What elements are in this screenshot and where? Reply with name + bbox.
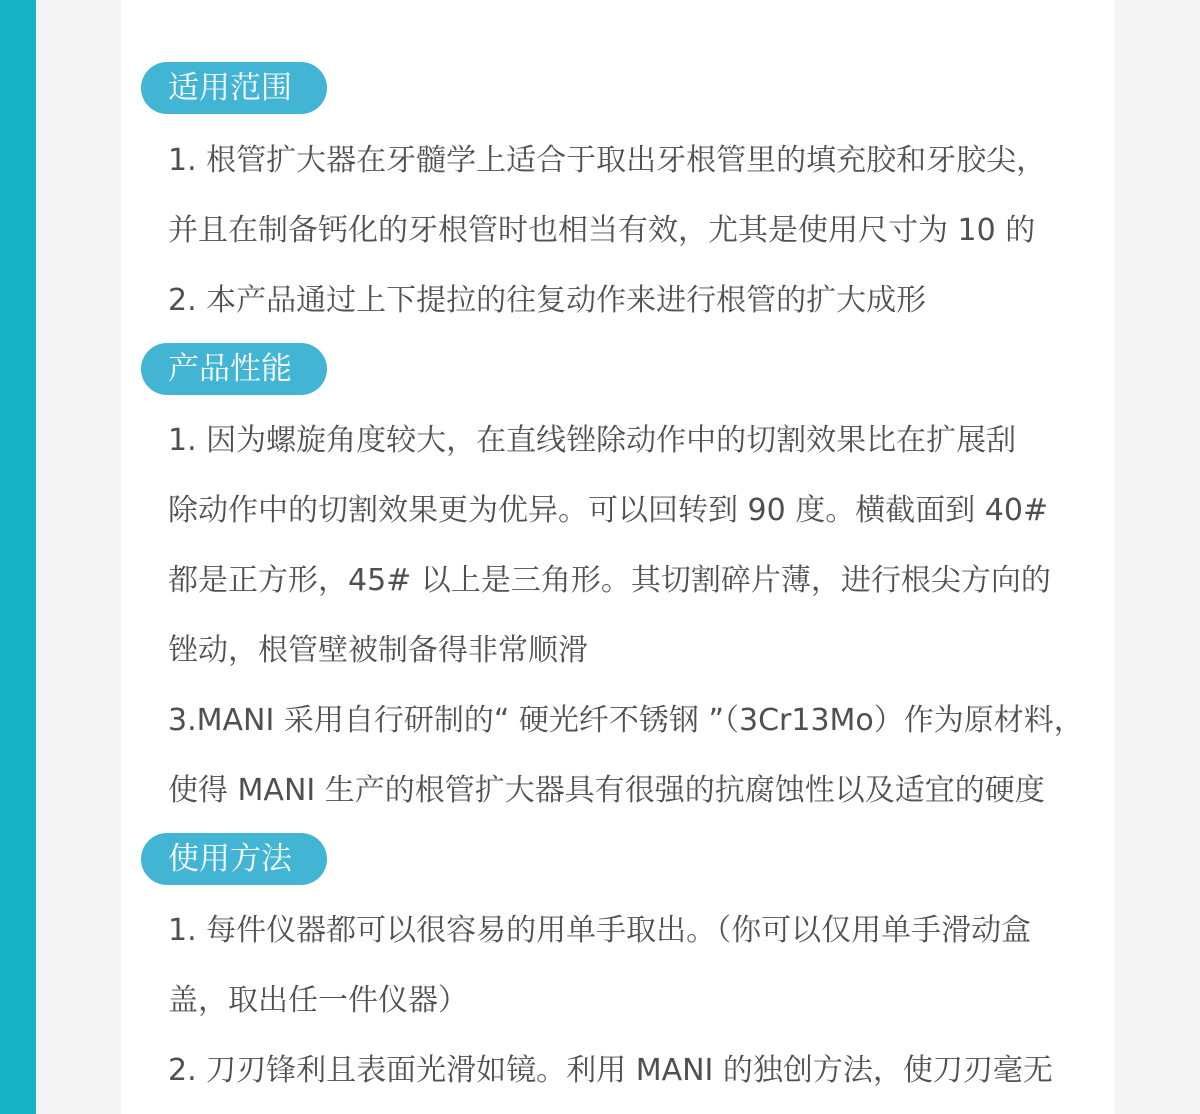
usage-line-2: 盖，取出任一件仪器） <box>168 983 468 1018</box>
scope-line-2: 并且在制备钙化的牙根管时也相当有效，尤其是使用尺寸为 10 的 <box>168 213 1036 248</box>
section-heading-performance: 产品性能 <box>141 343 327 395</box>
performance-line-2: 除动作中的切割效果更为优异。可以回转到 90 度。横截面到 40# <box>168 493 1049 528</box>
scope-line-3: 2. 本产品通过上下提拉的往复动作来进行根管的扩大成形 <box>168 283 927 318</box>
usage-line-3: 2. 刀刃锋利且表面光滑如镜。利用 MANI 的独创方法，使刀刃毫无 <box>168 1053 1053 1088</box>
performance-line-4: 锉动，根管壁被制备得非常顺滑 <box>168 633 588 668</box>
section-heading-scope: 适用范围 <box>141 62 327 114</box>
performance-line-1: 1. 因为螺旋角度较大，在直线锉除动作中的切割效果比在扩展刮 <box>168 423 1017 458</box>
section-heading-usage: 使用方法 <box>141 833 327 885</box>
left-accent-bar <box>0 0 36 1114</box>
usage-line-1: 1. 每件仪器都可以很容易的用单手取出。（你可以仅用单手滑动盒 <box>168 913 1032 948</box>
performance-line-6: 使得 MANI 生产的根管扩大器具有很强的抗腐蚀性以及适宜的硬度 <box>168 773 1045 808</box>
performance-line-3: 都是正方形，45# 以上是三角形。其切割碎片薄，进行根尖方向的 <box>168 563 1051 598</box>
scope-line-1: 1. 根管扩大器在牙髓学上适合于取出牙根管里的填充胶和牙胶尖， <box>168 143 1047 178</box>
performance-line-5: 3.MANI 采用自行研制的“ 硬光纤不锈钢 ”（3Cr13Mo）作为原材料， <box>168 703 1084 738</box>
